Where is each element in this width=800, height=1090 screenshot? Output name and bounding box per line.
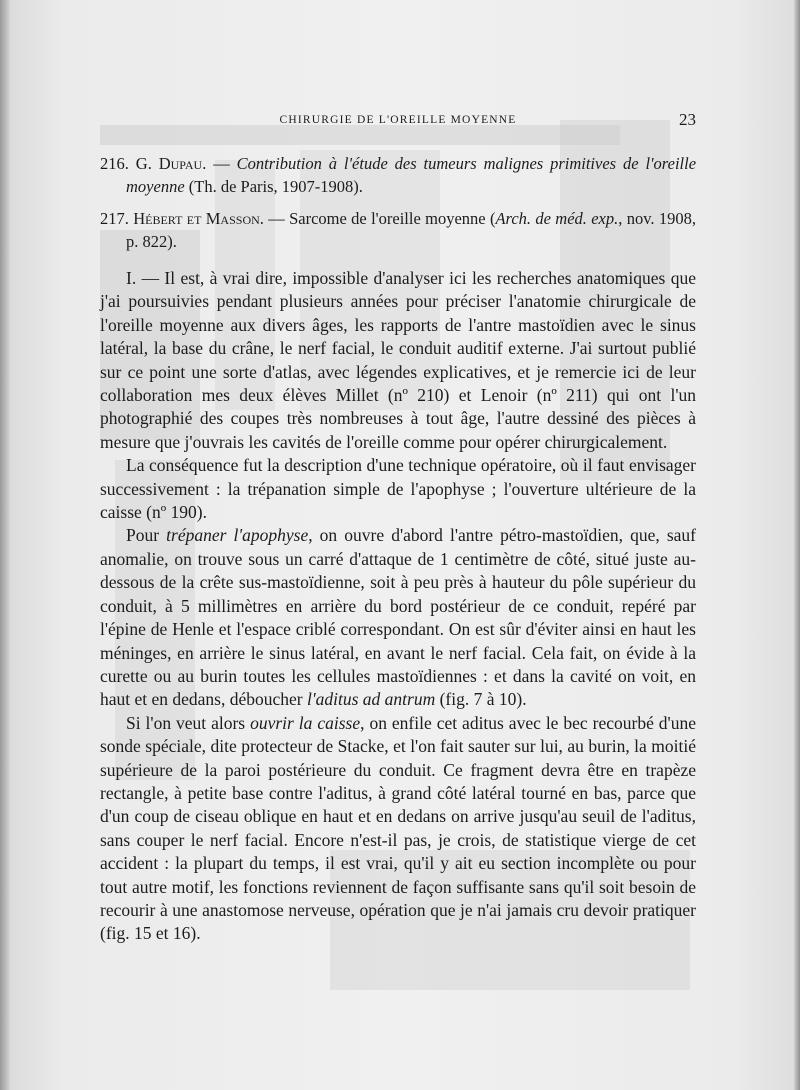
paragraph: [100, 712, 696, 946]
paragraph-text: Si l'on veut alors: [126, 712, 251, 733]
paragraph: La conséquence fut la description d'une technique opératoire, où il faut envisager successivement : la trépanation simple de l'apophyse ; l'ouverture ultérieure de la caisse (nº 190).: [100, 455, 696, 523]
reference-entry: [100, 152, 696, 198]
emphasis-text: l'aditus ad antrum: [307, 689, 436, 710]
reference-number: 217.: [100, 209, 129, 228]
reference-author: G. Dupau.: [135, 154, 207, 173]
reference-separator: —: [263, 209, 290, 228]
page-right-edge: [794, 0, 800, 1090]
reference-entry: [100, 207, 696, 253]
reference-details: , nov. 1908, p. 822).: [126, 209, 697, 251]
paragraph-text: Pour: [126, 525, 167, 546]
reference-separator: —: [206, 154, 237, 173]
emphasis-text: trépaner l'apophyse: [166, 525, 309, 546]
paragraph: I. — Il est, à vrai dire, impossible d'analyser ici les recherches anatomiques que j'ai poursuivies pendant plusieurs années pour préciser l'anatomie chirurgicale de l'oreille moyenne aux divers âges, les rapports de l'antre mastoïdien avec le sinus latéral, la base du crâne, le nerf facial, le conduit auditif externe. J'ai surtout publié sur ce point une sorte d'atlas, avec légendes explicatives, et je remercie ici de leur collaboration mes deux élèves Millet (nº 210) et Lenoir (nº 211) qui ont l'un photographié des coupes très nombreuses à tout âge, l'autre dessiné des pièces à mesure que j'ouvrais les cavités de l'oreille comme pour opérer chirurgicalement.: [100, 268, 696, 452]
page-left-edge: [0, 0, 10, 1090]
paragraph-text: (fig. 7 à 10).: [435, 689, 527, 710]
reference-author: Hébert et Masson.: [133, 209, 264, 228]
reference-journal: Arch. de méd. exp.: [495, 209, 619, 228]
running-header: [100, 108, 696, 134]
reference-number: 216.: [100, 154, 129, 173]
emphasis-text: ouvrir la caisse: [250, 712, 361, 733]
reference-list: [100, 152, 696, 253]
paragraph: [100, 524, 696, 711]
paragraph-text: , on ouvre d'abord l'antre pétro-mastoïdien, que, sauf anomalie, on trouve sous un carré d'attaque de 1 centimètre de côté, situé juste au-dessous de la crête sus-mastoïdienne, soit à peu près à hauteur du pôle supérieur du conduit, à 5 millimètres en arrière du bord postérieur de ce conduit, repéré par l'épine de Henle et l'espace criblé correspondant. On est sûr d'éviter ainsi en haut les méninges, en arrière le sinus latéral, en avant le nerf facial. Cela fait, on évide à la curette ou au burin toutes les cellules mastoïdiennes : et dans la cavité on voit, en haut et en dedans, déboucher: [100, 525, 697, 710]
reference-title: Contribution à l'étude des tumeurs malignes primitives de l'oreille moyenne: [126, 154, 697, 196]
paragraph-text: , on enfile cet aditus avec le bec recourbé d'une sonde spéciale, dite protecteur de Stacke, et l'on fait sauter sur lui, au burin, la moitié supérieure de la paroi postérieure du conduit. Ce fragment devra être en trapèze rectangle, à petite base contre l'aditus, à grand côté latéral tourné en bas, parce que d'un coup de ciseau oblique en haut et en dedans on arrive jusqu'au seuil de l'aditus, sans couper le nerf facial. Encore n'est-il pas, je crois, de statistique vierge de cet accident : la plupart du temps, il est vrai, qu'il y ait eu section incomplète ou pour tout autre motif, les fonctions reviennent de façon suffisante sans qu'il soit besoin de recourir à une anastomose nerveuse, opération que je n'ai jamais cru devoir pratiquer (fig. 15 et 16).: [100, 712, 696, 944]
reference-details: (Th. de Paris, 1907-1908).: [184, 177, 363, 196]
page-text-block: [100, 108, 696, 946]
page-number: 23: [679, 110, 696, 129]
body-text: [100, 267, 696, 946]
reference-title: Sarcome de l'oreille moyenne (: [289, 209, 496, 228]
running-title: CHIRURGIE DE L'OREILLE MOYENNE: [279, 114, 517, 126]
